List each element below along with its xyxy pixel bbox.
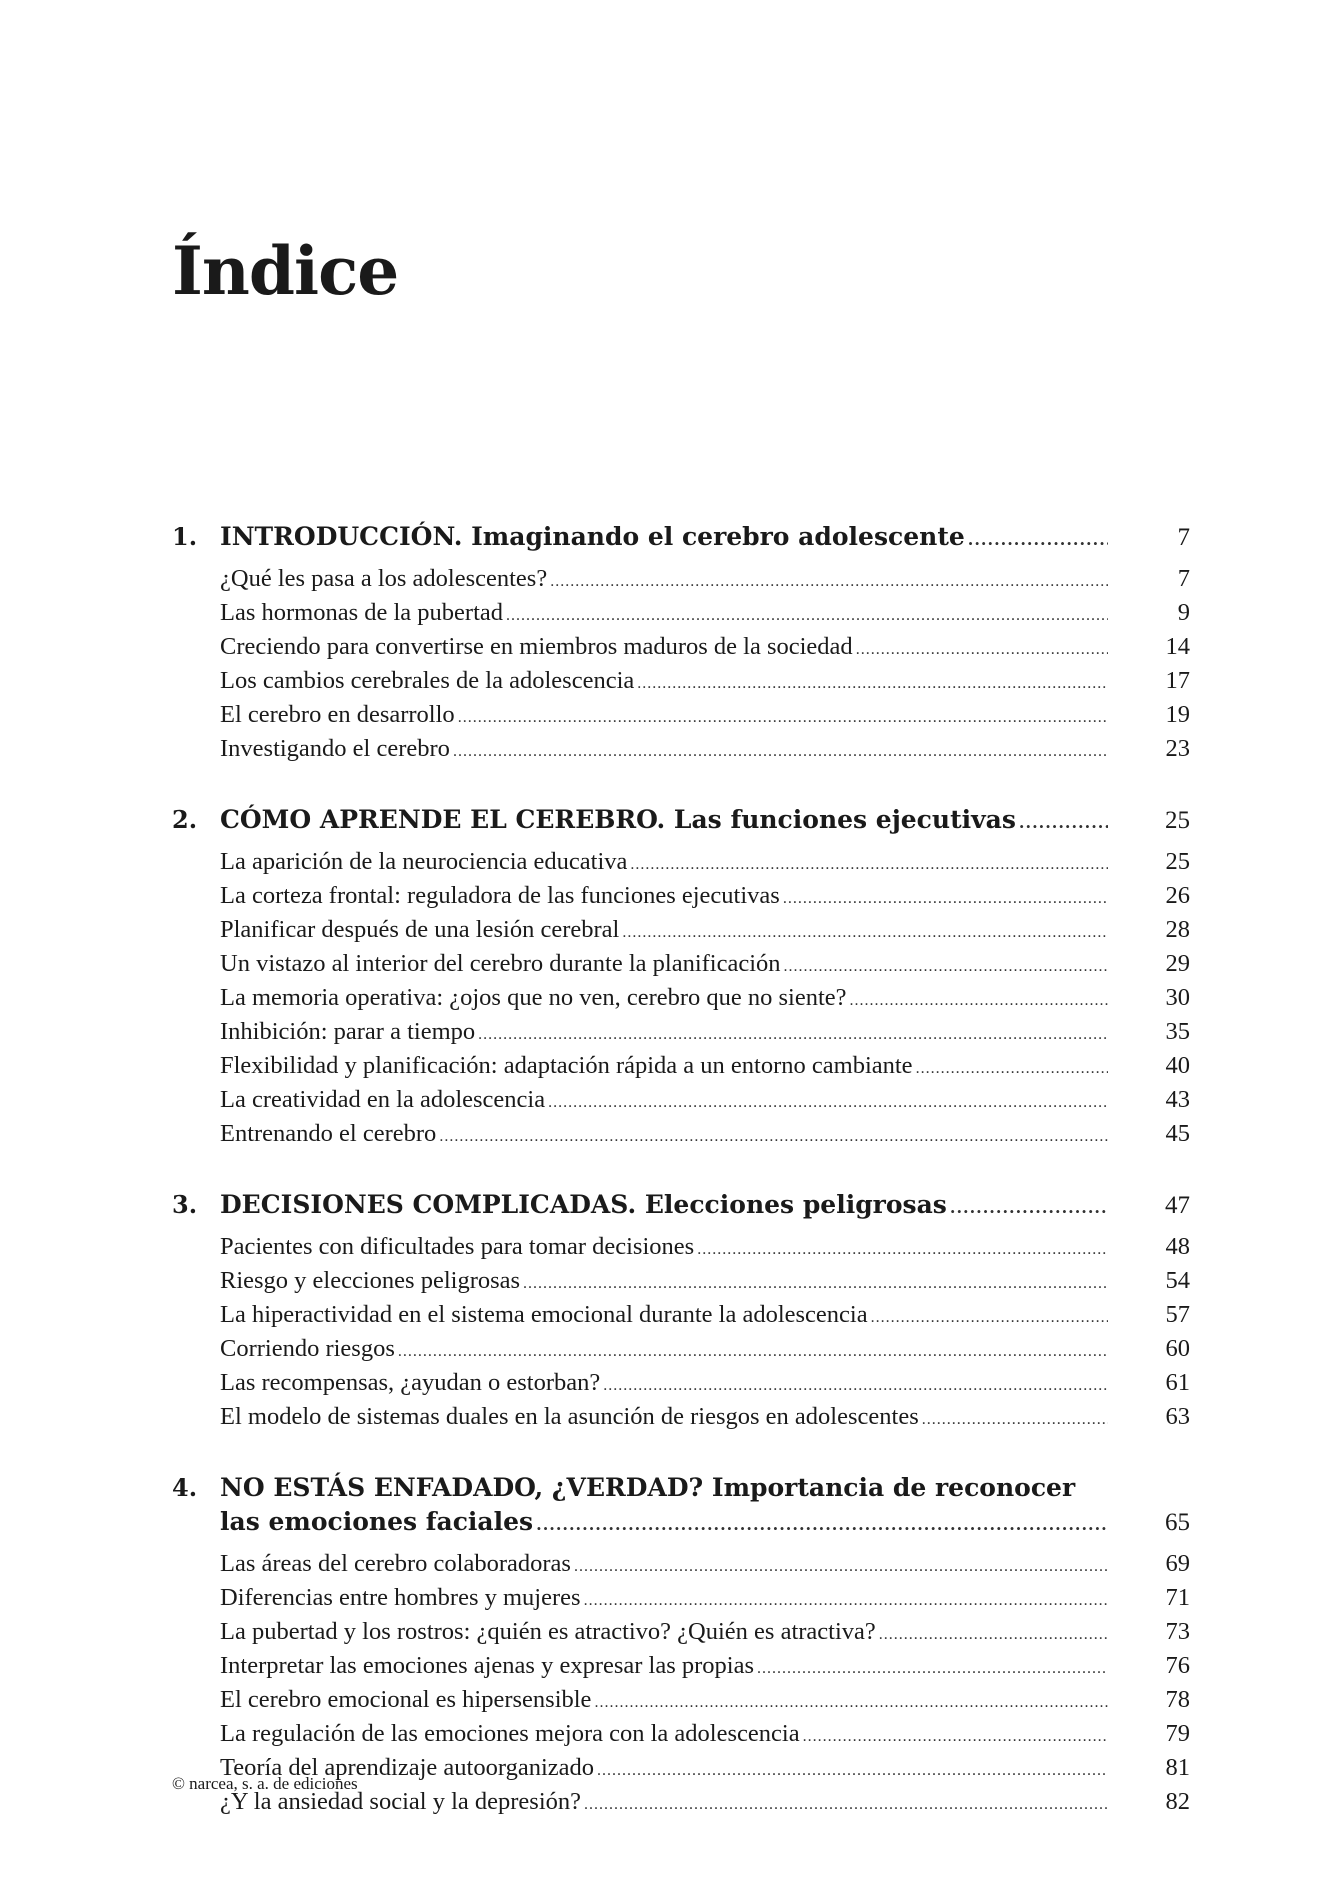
dot-leader <box>637 668 1108 699</box>
chapter-number: 2. <box>172 805 198 834</box>
page-number: 82 <box>1165 1788 1190 1815</box>
section-title: Riesgo y elecciones peligrosas <box>220 1267 521 1294</box>
page-number: 73 <box>1165 1618 1190 1645</box>
page-number: 60 <box>1165 1335 1190 1362</box>
section-title: Creciendo para convertirse en miembros maduros de la sociedad <box>220 633 853 660</box>
page-number: 71 <box>1165 1584 1190 1611</box>
toc-section[interactable] <box>172 846 1190 880</box>
dot-leader <box>871 1302 1108 1333</box>
toc-section[interactable] <box>172 1401 1190 1435</box>
section-title: Corriendo riesgos <box>220 1335 395 1362</box>
page-number: 69 <box>1165 1550 1190 1577</box>
section-title: Los cambios cerebrales de la adolescencia <box>220 667 635 694</box>
dot-leader <box>1019 806 1108 840</box>
page-number: 19 <box>1165 701 1190 728</box>
chapter-heading-continued[interactable] <box>172 1505 1190 1542</box>
toc-section[interactable] <box>172 1684 1190 1718</box>
dot-leader <box>597 1755 1108 1786</box>
page-number: 78 <box>1165 1686 1190 1713</box>
toc-section[interactable] <box>172 597 1190 631</box>
page-number: 30 <box>1165 984 1190 1011</box>
page-number: 28 <box>1165 916 1190 943</box>
dot-leader <box>784 951 1108 982</box>
section-title: Teoría del aprendizaje autoorganizado <box>220 1754 594 1781</box>
page-title: Índice <box>172 232 399 310</box>
section-title: Entrenando el cerebro <box>220 1120 437 1147</box>
chapter-title: DECISIONES COMPLICADAS. Elecciones peligrosas <box>220 1190 947 1219</box>
toc-section[interactable] <box>172 1084 1190 1118</box>
toc-section[interactable] <box>172 665 1190 699</box>
toc-section[interactable] <box>172 1118 1190 1152</box>
chapter-heading[interactable] <box>172 1188 1190 1225</box>
dot-leader <box>922 1404 1108 1435</box>
page-number: 43 <box>1165 1086 1190 1113</box>
section-title: Las recompensas, ¿ayudan o estorban? <box>220 1369 601 1396</box>
section-title: La regulación de las emociones mejora con la adolescencia <box>220 1720 800 1747</box>
toc-section[interactable] <box>172 563 1190 597</box>
page-number: 29 <box>1165 950 1190 977</box>
chapter-number: 3. <box>172 1190 198 1219</box>
toc-section[interactable] <box>172 1016 1190 1050</box>
section-title: Interpretar las emociones ajenas y expresar las propias <box>220 1652 755 1679</box>
section-title: Las hormonas de la pubertad <box>220 599 504 626</box>
page-number: 26 <box>1165 882 1190 909</box>
dot-leader <box>757 1653 1108 1684</box>
section-title: Un vistazo al interior del cerebro durante la planificación <box>220 950 781 977</box>
dot-leader <box>950 1191 1108 1225</box>
section-title: La hiperactividad en el sistema emocional durante la adolescencia <box>220 1301 868 1328</box>
dot-leader <box>584 1585 1108 1616</box>
section-title: El cerebro emocional es hipersensible <box>220 1686 592 1713</box>
page-number: 9 <box>1177 599 1190 626</box>
dot-leader <box>584 1789 1108 1820</box>
page-number: 40 <box>1165 1052 1190 1079</box>
dot-leader <box>453 736 1108 767</box>
dot-leader <box>548 1087 1108 1118</box>
dot-leader <box>968 523 1108 557</box>
toc-section[interactable] <box>172 948 1190 982</box>
dot-leader <box>478 1019 1108 1050</box>
page-number: 25 <box>1165 848 1190 875</box>
chapter-heading[interactable] <box>172 1471 1190 1505</box>
section-title: Pacientes con dificultades para tomar decisiones <box>220 1233 695 1260</box>
dot-leader <box>536 1508 1108 1542</box>
dot-leader <box>398 1336 1108 1367</box>
page-number: 7 <box>1177 524 1190 551</box>
toc-section[interactable] <box>172 982 1190 1016</box>
dot-leader <box>550 566 1108 597</box>
toc-section[interactable] <box>172 880 1190 914</box>
toc-section[interactable] <box>172 1718 1190 1752</box>
page-number: 54 <box>1165 1267 1190 1294</box>
section-title: Investigando el cerebro <box>220 735 450 762</box>
chapter-number: 4. <box>172 1473 198 1502</box>
section-title: El modelo de sistemas duales en la asunción de riesgos en adolescentes <box>220 1403 919 1430</box>
section-title: La creatividad en la adolescencia <box>220 1086 546 1113</box>
page-number: 65 <box>1165 1509 1190 1536</box>
toc-section[interactable] <box>172 1333 1190 1367</box>
section-title: Diferencias entre hombres y mujeres <box>220 1584 581 1611</box>
page-number: 23 <box>1165 735 1190 762</box>
dot-leader <box>697 1234 1108 1265</box>
toc-section[interactable] <box>172 699 1190 733</box>
dot-leader <box>850 985 1108 1016</box>
toc-section[interactable] <box>172 1050 1190 1084</box>
section-title: ¿Y la ansiedad social y la depresión? <box>220 1788 582 1815</box>
page-number: 17 <box>1165 667 1190 694</box>
chapter-title: las emociones faciales <box>220 1507 534 1536</box>
section-title: La corteza frontal: reguladora de las funciones ejecutivas <box>220 882 780 909</box>
section-title: Inhibición: parar a tiempo <box>220 1018 476 1045</box>
page-number: 79 <box>1165 1720 1190 1747</box>
section-title: La memoria operativa: ¿ojos que no ven, cerebro que no siente? <box>220 984 847 1011</box>
dot-leader <box>783 883 1108 914</box>
page-number: 48 <box>1165 1233 1190 1260</box>
dot-leader <box>856 634 1108 665</box>
toc-chapter-1 <box>172 520 1190 767</box>
table-of-contents <box>172 520 1190 1856</box>
page-number: 25 <box>1165 807 1190 834</box>
dot-leader <box>506 600 1108 631</box>
toc-section[interactable] <box>172 1265 1190 1299</box>
chapter-title: CÓMO APRENDE EL CEREBRO. Las funciones ejecutivas <box>220 805 1016 834</box>
copyright-footer: © narcea, s. a. de ediciones <box>172 1774 358 1793</box>
chapter-title: INTRODUCCIÓN. Imaginando el cerebro adolescente <box>220 522 965 551</box>
toc-section[interactable] <box>172 733 1190 767</box>
page-number: 45 <box>1165 1120 1190 1147</box>
dot-leader <box>439 1121 1108 1152</box>
dot-leader <box>916 1053 1108 1084</box>
toc-section[interactable] <box>172 631 1190 665</box>
toc-chapter-3 <box>172 1188 1190 1435</box>
section-title: ¿Qué les pasa a los adolescentes? <box>220 565 548 592</box>
page-number: 47 <box>1165 1192 1190 1219</box>
section-title: Las áreas del cerebro colaboradoras <box>220 1550 571 1577</box>
dot-leader <box>458 702 1108 733</box>
section-title: El cerebro en desarrollo <box>220 701 455 728</box>
dot-leader <box>603 1370 1108 1401</box>
chapter-heading[interactable] <box>172 803 1190 840</box>
section-title: Planificar después de una lesión cerebral <box>220 916 620 943</box>
dot-leader <box>523 1268 1108 1299</box>
toc-section[interactable] <box>172 1650 1190 1684</box>
toc-section[interactable] <box>172 914 1190 948</box>
page-number: 81 <box>1165 1754 1190 1781</box>
section-title: La pubertad y los rostros: ¿quién es atractivo? ¿Quién es atractiva? <box>220 1618 876 1645</box>
toc-section[interactable] <box>172 1367 1190 1401</box>
toc-section[interactable] <box>172 1616 1190 1650</box>
page-number: 35 <box>1165 1018 1190 1045</box>
toc-chapter-4 <box>172 1471 1190 1820</box>
page-number: 61 <box>1165 1369 1190 1396</box>
toc-section[interactable] <box>172 1548 1190 1582</box>
chapter-heading[interactable] <box>172 520 1190 557</box>
section-title: La aparición de la neurociencia educativa <box>220 848 628 875</box>
chapter-number: 1. <box>172 522 198 551</box>
dot-leader <box>594 1687 1108 1718</box>
page-number: 7 <box>1177 565 1190 592</box>
page-number: 63 <box>1165 1403 1190 1430</box>
toc-section[interactable] <box>172 1231 1190 1265</box>
dot-leader <box>803 1721 1108 1752</box>
dot-leader <box>630 849 1108 880</box>
page-number: 14 <box>1165 633 1190 660</box>
chapter-title-line-1: NO ESTÁS ENFADADO, ¿VERDAD? Importancia de reconocer <box>220 1473 1076 1502</box>
dot-leader <box>622 917 1108 948</box>
section-title: Flexibilidad y planificación: adaptación rápida a un entorno cambiante <box>220 1052 913 1079</box>
toc-section[interactable] <box>172 1299 1190 1333</box>
toc-chapter-2 <box>172 803 1190 1152</box>
toc-section[interactable] <box>172 1582 1190 1616</box>
dot-leader <box>574 1551 1108 1582</box>
page-number: 76 <box>1165 1652 1190 1679</box>
page-number: 57 <box>1165 1301 1190 1328</box>
dot-leader <box>879 1619 1108 1650</box>
